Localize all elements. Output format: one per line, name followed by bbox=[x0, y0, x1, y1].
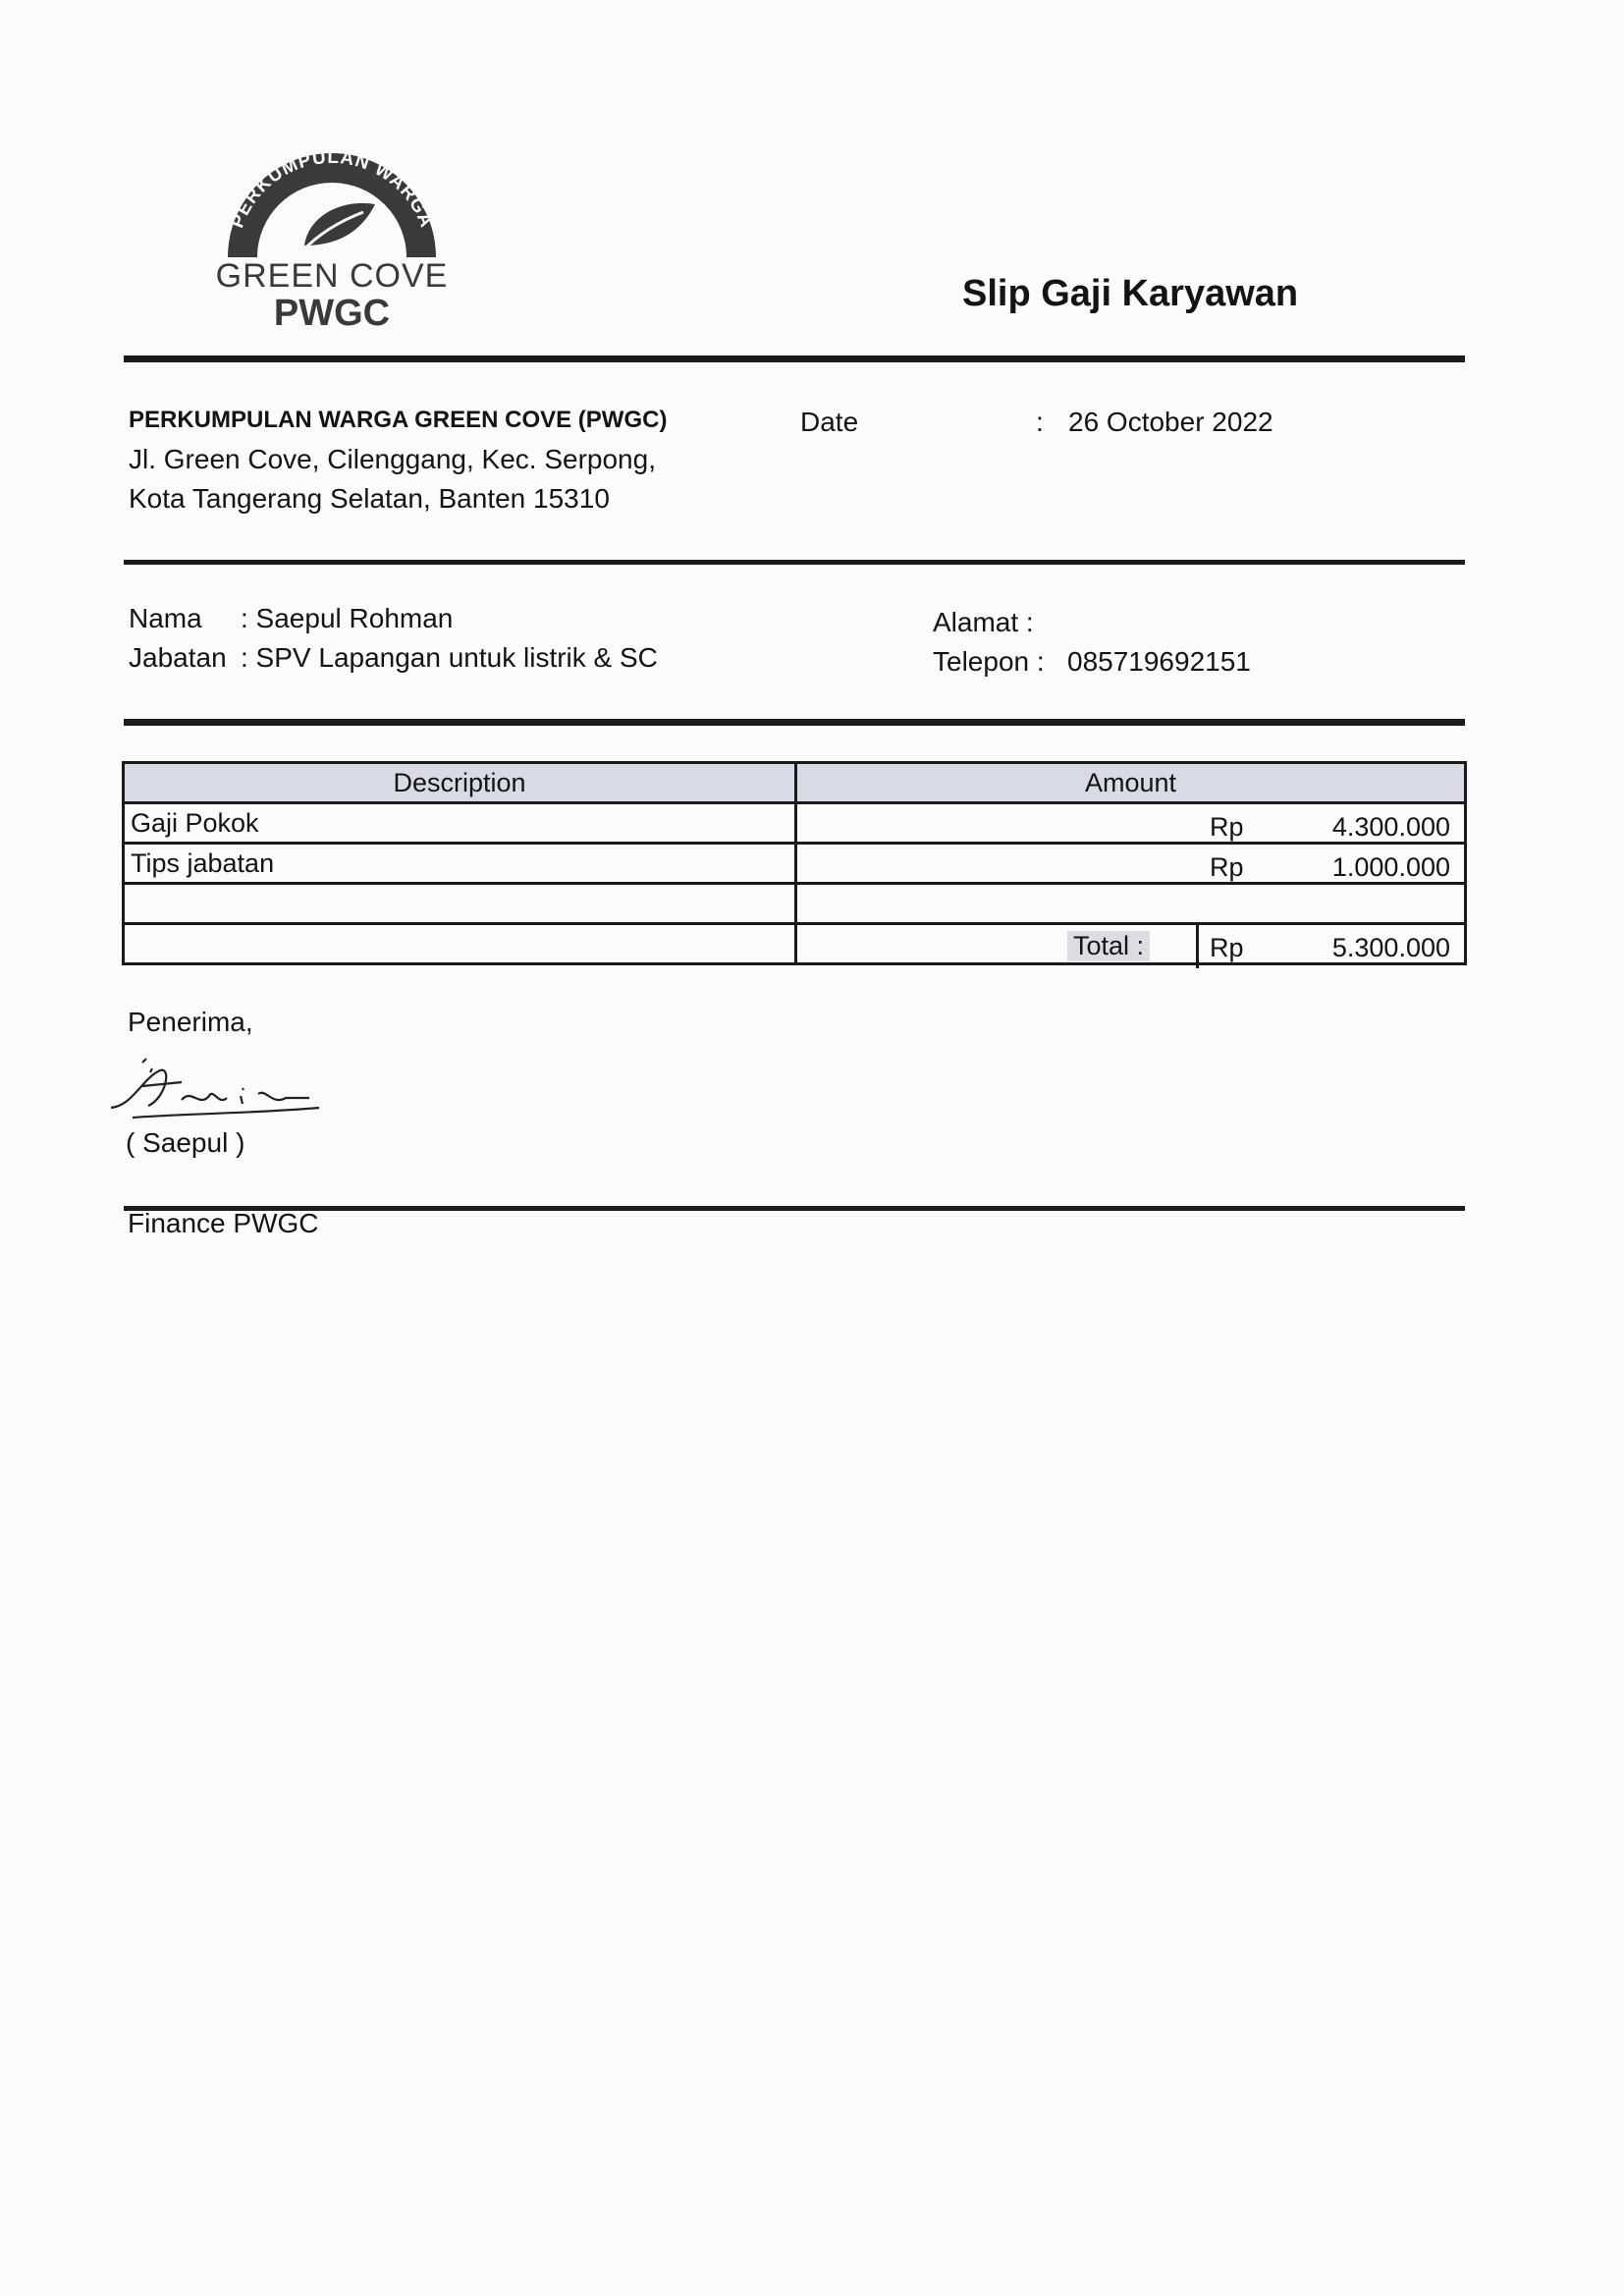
logo-green-cove: GREEN COVE bbox=[215, 257, 449, 295]
total-label: Total : bbox=[1067, 931, 1150, 961]
date-value: 26 October 2022 bbox=[1068, 407, 1273, 437]
row-currency: Rp bbox=[1210, 852, 1244, 882]
divider bbox=[124, 560, 1465, 565]
table-total-row bbox=[124, 924, 1466, 964]
table-row bbox=[124, 884, 1466, 924]
row-amount bbox=[796, 884, 1466, 924]
logo-pwgc: PWGC bbox=[273, 293, 391, 334]
total-amount: 5.300.000 bbox=[1331, 933, 1450, 962]
org-address-line1: Jl. Green Cove, Cilenggang, Kec. Serpong, bbox=[129, 444, 656, 474]
row-amount bbox=[796, 844, 1466, 884]
row-amount bbox=[796, 803, 1466, 844]
row-description: Tips jabatan bbox=[124, 844, 796, 884]
employee-phone-value: 085719692151 bbox=[1067, 646, 1251, 677]
column-header-amount: Amount bbox=[796, 763, 1466, 803]
recipient-name: ( Saepul ) bbox=[126, 1127, 245, 1158]
page-title: Slip Gaji Karyawan bbox=[962, 273, 1299, 314]
org-name: PERKUMPULAN WARGA GREEN COVE (PWGC) bbox=[129, 407, 668, 433]
date-label: Date bbox=[800, 407, 859, 437]
employee-position-value: : SPV Lapangan untuk listrik & SC bbox=[241, 642, 658, 673]
row-description bbox=[124, 884, 796, 924]
divider bbox=[124, 719, 1465, 726]
divider bbox=[124, 355, 1465, 362]
salary-table bbox=[122, 761, 1467, 965]
logo-emblem bbox=[214, 147, 450, 265]
logo-arc-text: PERKUMPULAN WARGA bbox=[227, 147, 437, 232]
employee-position-label: Jabatan bbox=[129, 642, 227, 673]
organization-logo bbox=[214, 147, 450, 334]
row-amount-value: 4.300.000 bbox=[1331, 812, 1450, 842]
total-box-divider bbox=[1196, 923, 1199, 968]
row-description: Gaji Pokok bbox=[124, 803, 796, 844]
date-separator: : bbox=[1036, 407, 1044, 437]
table-header-row bbox=[124, 763, 1466, 803]
table-row bbox=[124, 844, 1466, 884]
footer-text: Finance PWGC bbox=[128, 1208, 319, 1238]
employee-name-value: : Saepul Rohman bbox=[241, 603, 454, 633]
signature-label: Penerima, bbox=[128, 1007, 253, 1037]
handwritten-signature bbox=[103, 1049, 329, 1127]
column-header-description: Description bbox=[124, 763, 796, 803]
row-currency: Rp bbox=[1210, 812, 1244, 842]
employee-phone-label: Telepon : bbox=[933, 646, 1045, 677]
total-currency: Rp bbox=[1210, 933, 1244, 962]
employee-name-label: Nama bbox=[129, 603, 202, 633]
row-amount-value: 1.000.000 bbox=[1331, 852, 1450, 882]
org-address-line2: Kota Tangerang Selatan, Banten 15310 bbox=[129, 483, 610, 514]
divider bbox=[124, 1206, 1465, 1211]
employee-address-label: Alamat : bbox=[933, 607, 1034, 637]
total-row-spacer bbox=[124, 924, 796, 964]
total-amount-cell bbox=[796, 924, 1466, 964]
table-row bbox=[124, 803, 1466, 844]
